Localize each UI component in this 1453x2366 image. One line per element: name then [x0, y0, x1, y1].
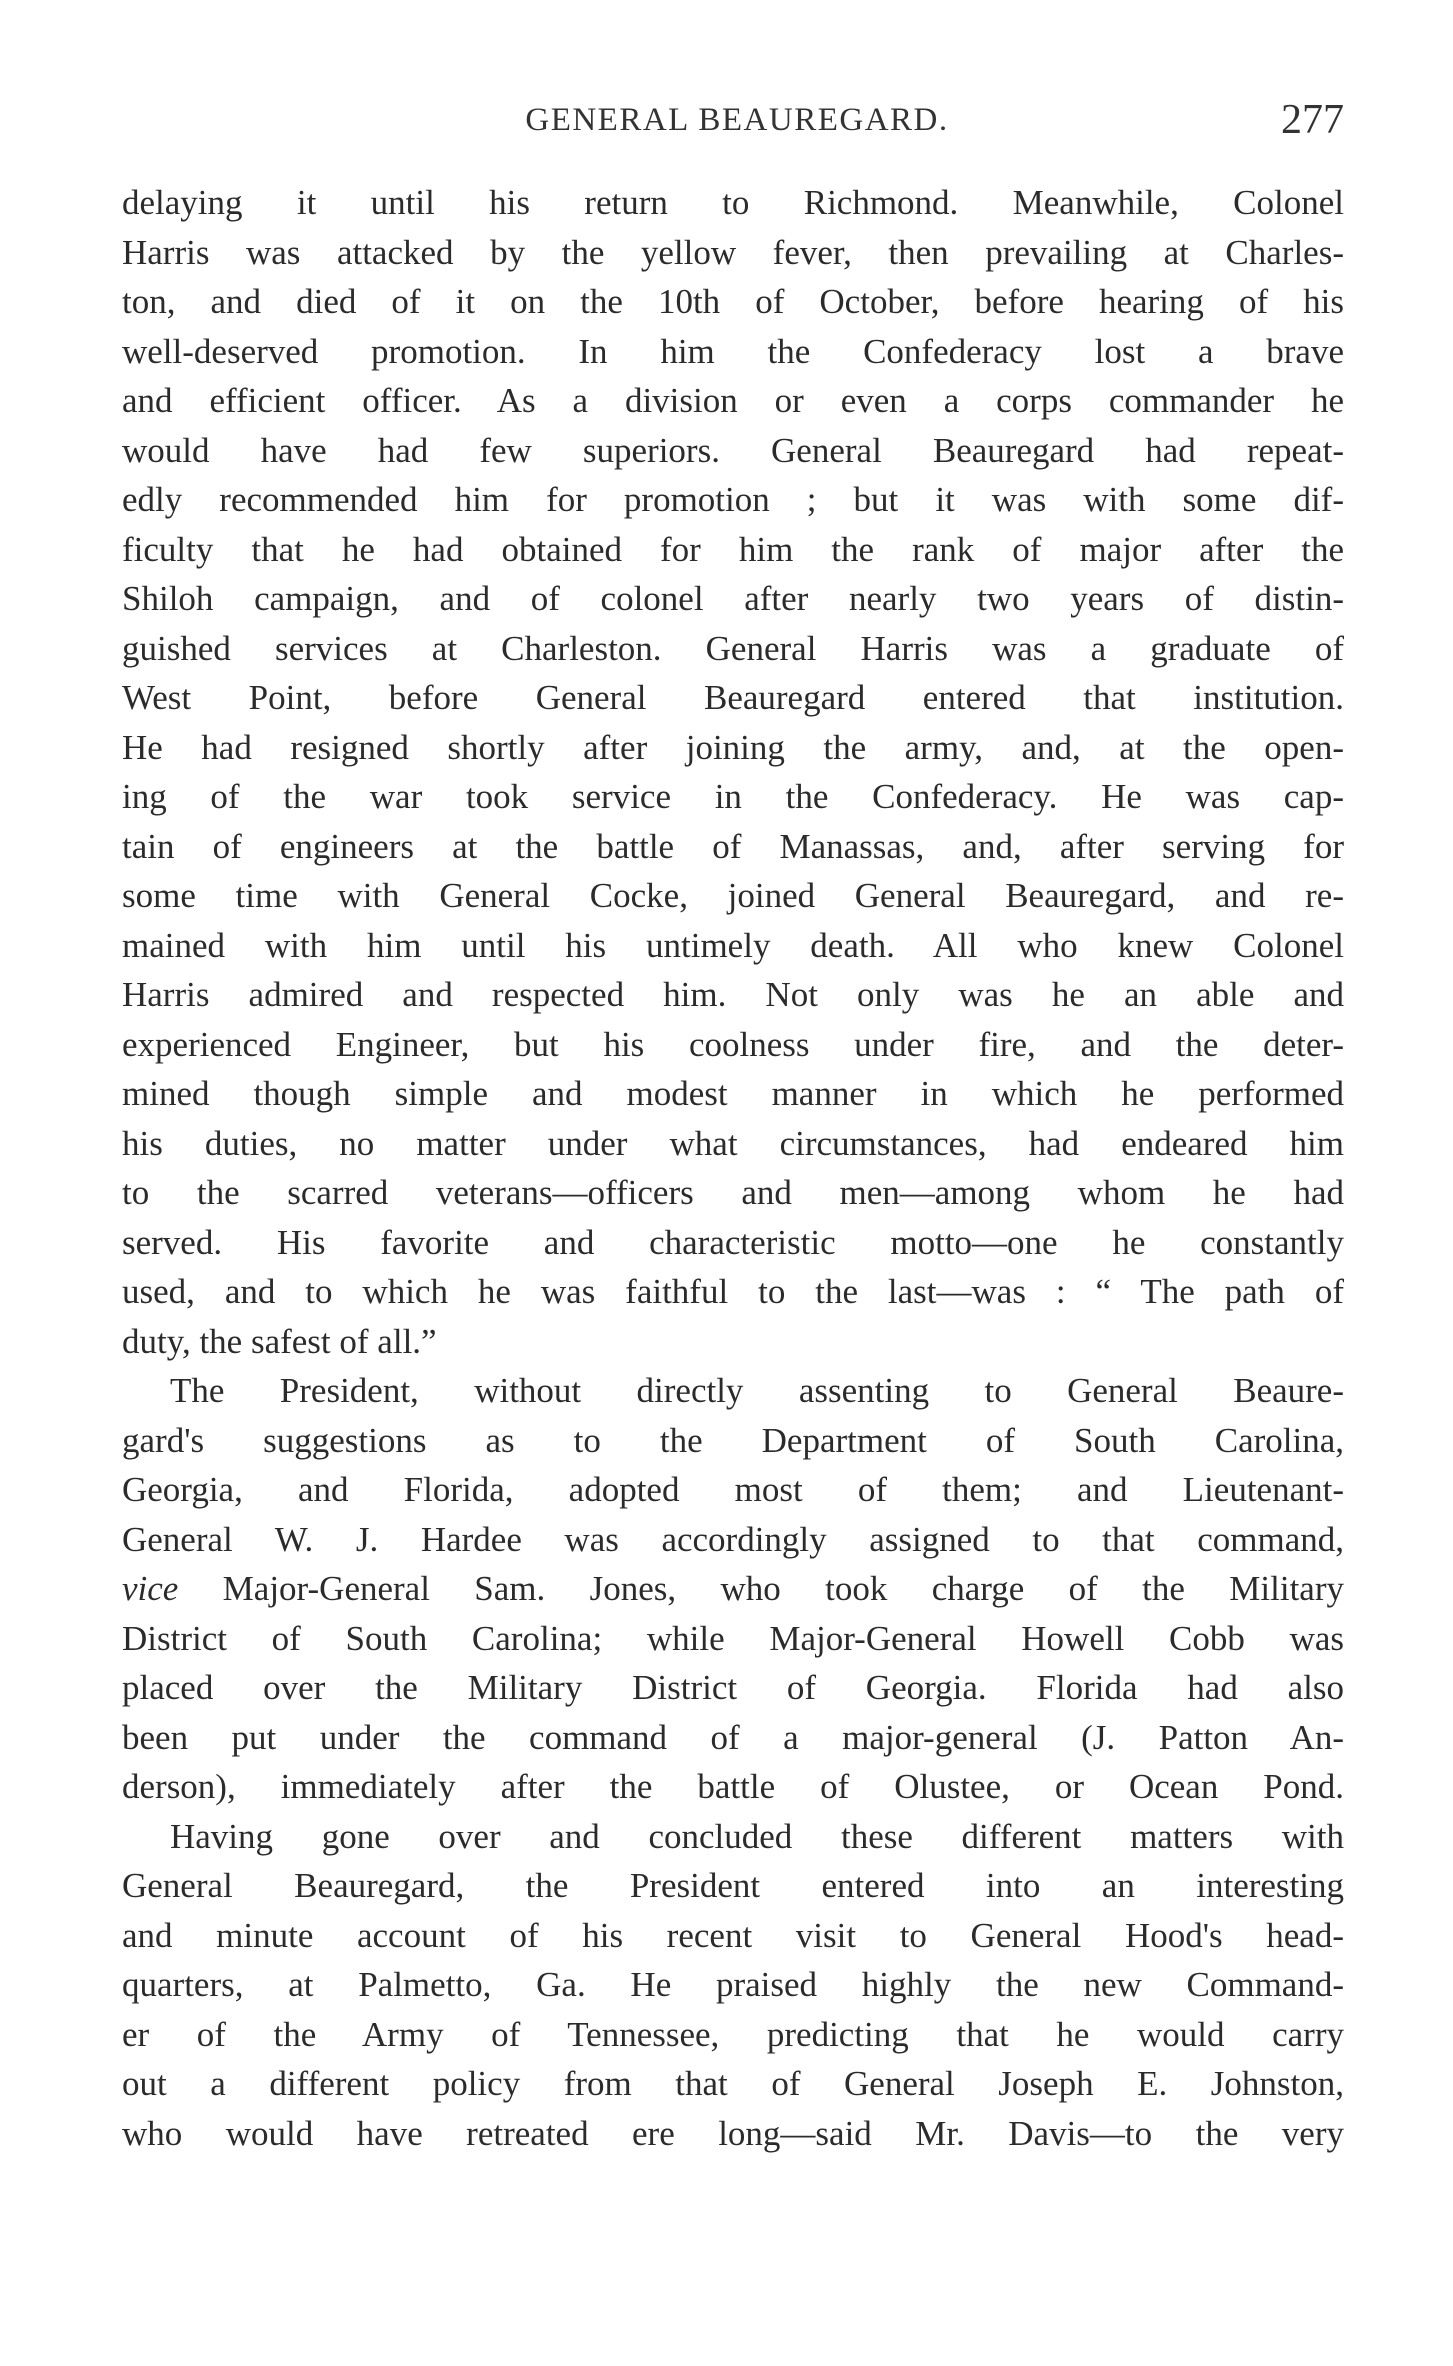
text-line: General W. J. Hardee was accordingly assigned to that command,: [122, 1519, 1344, 1559]
text-line: The President, without directly assenting to General Beaure-: [170, 1371, 1344, 1410]
text-line: used, and to which he was faithful to the last—was : “ The path of: [122, 1272, 1344, 1311]
text-line: General Beauregard, the President entered into an interesting: [122, 1866, 1344, 1905]
text-line: well-deserved promotion. In him the Confederacy lost a brave: [122, 331, 1344, 371]
text-line: mained with him until his untimely death. All who knew Colonel: [122, 925, 1344, 965]
text-line: West Point, before General Beauregard entered that institution.: [122, 678, 1344, 717]
text-line: Shiloh campaign, and of colonel after nearly two years of distin-: [122, 579, 1344, 618]
text-line: ficulty that he had obtained for him the rank of major after the: [122, 529, 1344, 569]
text-line: edly recommended him for promotion ; but it was with some dif-: [122, 480, 1344, 519]
text-line: his duties, no matter under what circumstances, had endeared him: [122, 1123, 1344, 1163]
page-number: 277: [1281, 97, 1344, 143]
text-line: Georgia, and Florida, adopted most of them; and Lieutenant-: [122, 1470, 1344, 1509]
text-line: District of South Carolina; while Major-General Howell Cobb was: [122, 1618, 1344, 1658]
text-line: tain of engineers at the battle of Manassas, and, after serving for: [122, 826, 1344, 866]
text-line: out a different policy from that of General Joseph E. Johnston,: [122, 2064, 1344, 2103]
text-line: ing of the war took service in the Confederacy. He was cap-: [122, 777, 1344, 816]
text-line: and efficient officer. As a division or even a corps commander he: [122, 381, 1344, 420]
text-line: Harris admired and respected him. Not only was he an able and: [122, 975, 1344, 1014]
text-line: derson), immediately after the battle of Olustee, or Ocean Pond.: [122, 1767, 1344, 1806]
text-line: and minute account of his recent visit to General Hood's head-: [122, 1915, 1344, 1955]
text-line-vice: [122, 1564, 1344, 1614]
vice-word: vice: [122, 1569, 179, 1608]
text-line: would have had few superiors. General Beauregard had repeat-: [122, 430, 1344, 470]
text-line: gard's suggestions as to the Department of South Carolina,: [122, 1420, 1344, 1460]
running-title: GENERAL BEAUREGARD.: [525, 102, 949, 138]
text-line: been put under the command of a major-general (J. Patton An-: [122, 1717, 1344, 1757]
text-line: placed over the Military District of Georgia. Florida had also: [122, 1668, 1344, 1707]
text-line: guished services at Charleston. General Harris was a graduate of: [122, 628, 1344, 668]
text-line: who would have retreated ere long—said Mr. Davis—to the very: [122, 2113, 1344, 2153]
text-line: er of the Army of Tennessee, predicting that he would carry: [122, 2014, 1344, 2054]
text-line: duty, the safest of all.”: [122, 1321, 437, 1361]
text-line: Having gone over and concluded these different matters with: [170, 1816, 1344, 1856]
text-line: served. His favorite and characteristic motto—one he constantly: [122, 1222, 1344, 1262]
body-text: [122, 178, 1344, 2158]
running-head: [122, 96, 1352, 156]
text-line: to the scarred veterans—officers and men—among whom he had: [122, 1173, 1344, 1212]
text-line: some time with General Cocke, joined General Beauregard, and re-: [122, 876, 1344, 915]
text-line: Harris was attacked by the yellow fever, then prevailing at Charles-: [122, 232, 1344, 272]
text-line: mined though simple and modest manner in which he performed: [122, 1074, 1344, 1113]
text-line: experienced Engineer, but his coolness under fire, and the deter-: [122, 1024, 1344, 1064]
text-line: He had resigned shortly after joining the army, and, at the open-: [122, 727, 1344, 767]
text-line-rest: Major-General Sam. Jones, who took charge of the Military: [178, 1569, 1344, 1608]
text-line: quarters, at Palmetto, Ga. He praised highly the new Command-: [122, 1965, 1344, 2004]
text-line: ton, and died of it on the 10th of October, before hearing of his: [122, 282, 1344, 321]
text-line: delaying it until his return to Richmond. Meanwhile, Colonel: [122, 183, 1344, 222]
